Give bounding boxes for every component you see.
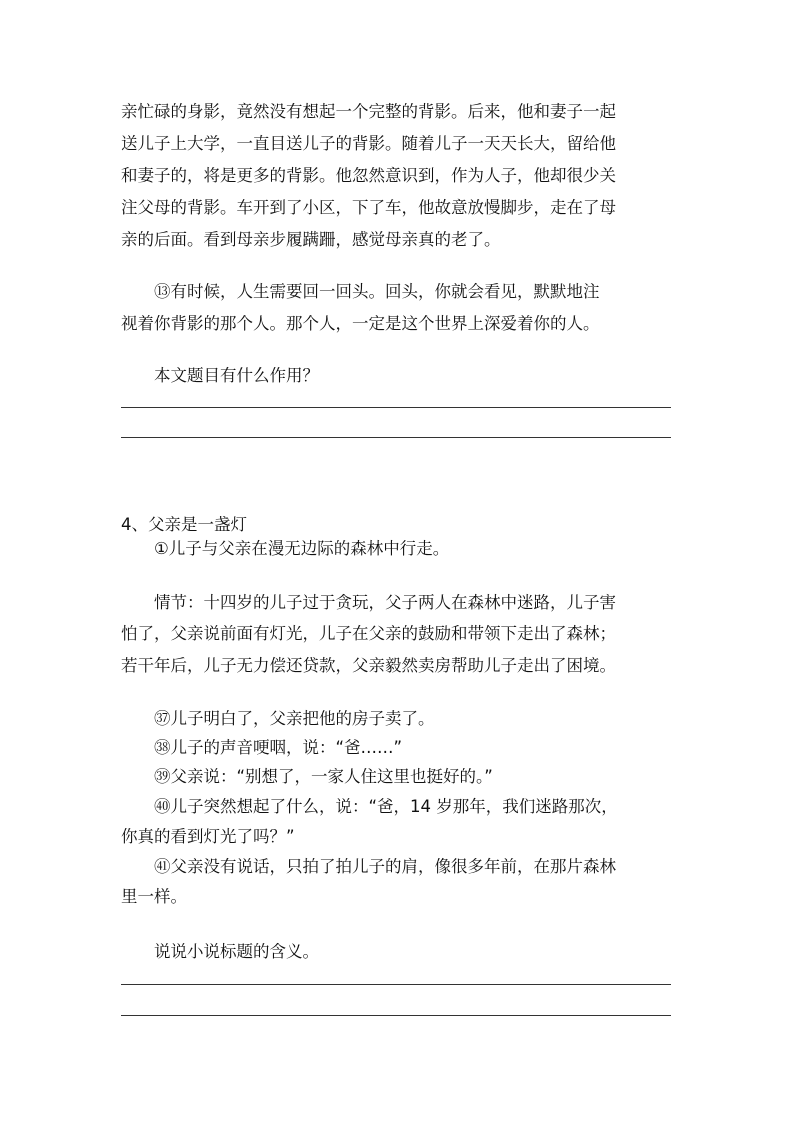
plot-summary-line: 怕了，父亲说前面有灯光，儿子在父亲的鼓励和带领下走出了森林； xyxy=(121,624,616,643)
answer-line-3[interactable] xyxy=(121,984,671,985)
paragraph-40-line: 你真的看到灯光了吗？” xyxy=(121,827,295,846)
passage3-text-line: 注父母的背影。车开到了小区，下了车，他故意放慢脚步，走在了母 xyxy=(121,198,616,217)
paragraph-40-line: ㊵儿子突然想起了什么，说：“爸，14 岁那年，我们迷路那次， xyxy=(154,797,618,816)
passage4-heading: 4、父亲是一盏灯 xyxy=(121,515,247,534)
paragraph-37: ㊲儿子明白了，父亲把他的房子卖了。 xyxy=(154,709,435,728)
passage3-text-line: 送儿子上大学，一直目送儿子的背影。随着儿子一天天长大，留给他 xyxy=(121,134,616,153)
passage3-text-line: 亲的后面。看到母亲步履蹒跚，感觉母亲真的老了。 xyxy=(121,230,501,249)
paragraph-38: ㊳儿子的声音哽咽，说：“爸……” xyxy=(154,738,403,757)
plot-summary-line: 情节：十四岁的儿子过于贪玩，父子两人在森林中迷路，儿子害 xyxy=(154,593,616,612)
passage3-text-line: 和妻子的，将是更多的背影。他忽然意识到，作为人子，他却很少关 xyxy=(121,166,616,185)
paragraph-1: ①儿子与父亲在漫无边际的森林中行走。 xyxy=(154,539,450,558)
paragraph-41-line: ㊶父亲没有说话，只拍了拍儿子的肩，像很多年前，在那片森林 xyxy=(154,857,616,876)
passage3-text-line: 亲忙碌的身影，竟然没有想起一个完整的背影。后来，他和妻子一起 xyxy=(121,102,616,121)
question-title-meaning: 说说小说标题的含义。 xyxy=(154,942,319,961)
paragraph-41-line: 里一样。 xyxy=(121,887,187,906)
paragraph-13-line: ⑬有时候，人生需要回一回头。回头，你就会看见，默默地注 xyxy=(154,282,600,301)
paragraph-39: ㊴父亲说：“别想了，一家人住这里也挺好的。” xyxy=(154,767,493,786)
answer-line-2[interactable] xyxy=(121,437,671,438)
answer-line-1[interactable] xyxy=(121,407,671,408)
paragraph-13-line: 视着你背影的那个人。那个人，一定是这个世界上深爱着你的人。 xyxy=(121,314,600,333)
question-title-purpose: 本文题目有什么作用？ xyxy=(154,366,319,385)
plot-summary-line: 若干年后，儿子无力偿还贷款，父亲毅然卖房帮助儿子走出了困境。 xyxy=(121,656,616,675)
answer-line-4[interactable] xyxy=(121,1015,671,1016)
